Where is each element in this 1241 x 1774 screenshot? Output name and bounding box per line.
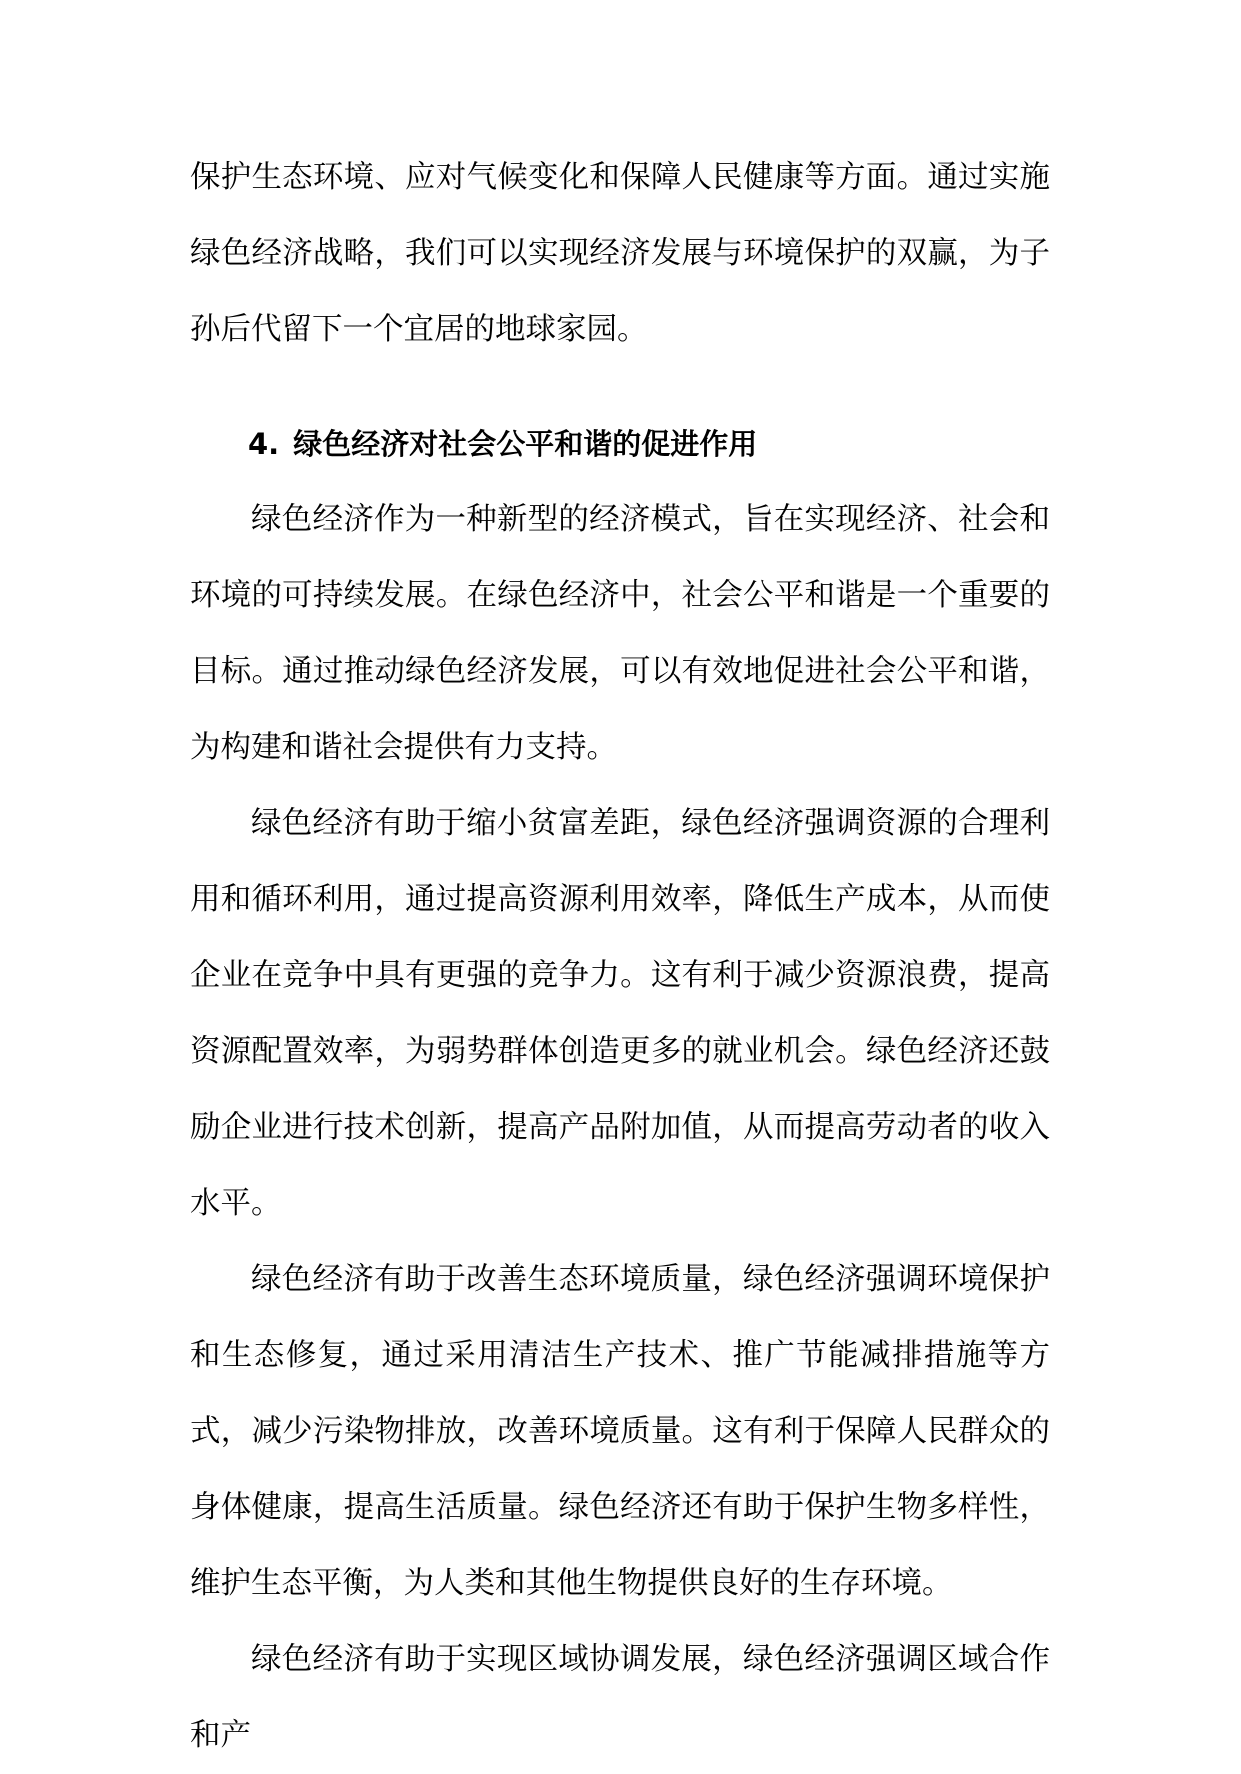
document-body [190,140,1050,1774]
section-heading [190,406,1050,482]
paragraph: 绿色经济有助于实现区域协调发展，绿色经济强调区域合作和产 [190,1642,1050,1753]
section-number: 4. [248,427,280,461]
paragraph-continued: 保护生态环境、应对气候变化和保障人民健康等方面。通过实施绿色经济战略，我们可以实现经济发展与环境保护的双赢，为子孙后代留下一个宜居的地球家园。 [190,160,1050,347]
paragraph: 绿色经济作为一种新型的经济模式，旨在实现经济、社会和环境的可持续发展。在绿色经济中，社会公平和谐是一个重要的目标。通过推动绿色经济发展，可以有效地促进社会公平和谐，为构建和谐社会提供有力支持。 [190,502,1050,765]
paragraph: 绿色经济有助于改善生态环境质量，绿色经济强调环境保护和生态修复，通过采用清洁生产技术、推广节能减排措施等方式，减少污染物排放，改善环境质量。这有利于保障人民群众的身体健康，提高生活质量。绿色经济还有助于保护生物多样性，维护生态平衡，为人类和其他生物提供良好的生存环境。 [190,1262,1050,1601]
section-title: 绿色经济对社会公平和谐的促进作用 [293,427,758,461]
paragraph: 绿色经济有助于缩小贫富差距，绿色经济强调资源的合理利用和循环利用，通过提高资源利用效率，降低生产成本，从而使企业在竞争中具有更强的竞争力。这有利于减少资源浪费，提高资源配置效率，为弱势群体创造更多的就业机会。绿色经济还鼓励企业进行技术创新，提高产品附加值，从而提高劳动者的收入水平。 [190,806,1050,1221]
